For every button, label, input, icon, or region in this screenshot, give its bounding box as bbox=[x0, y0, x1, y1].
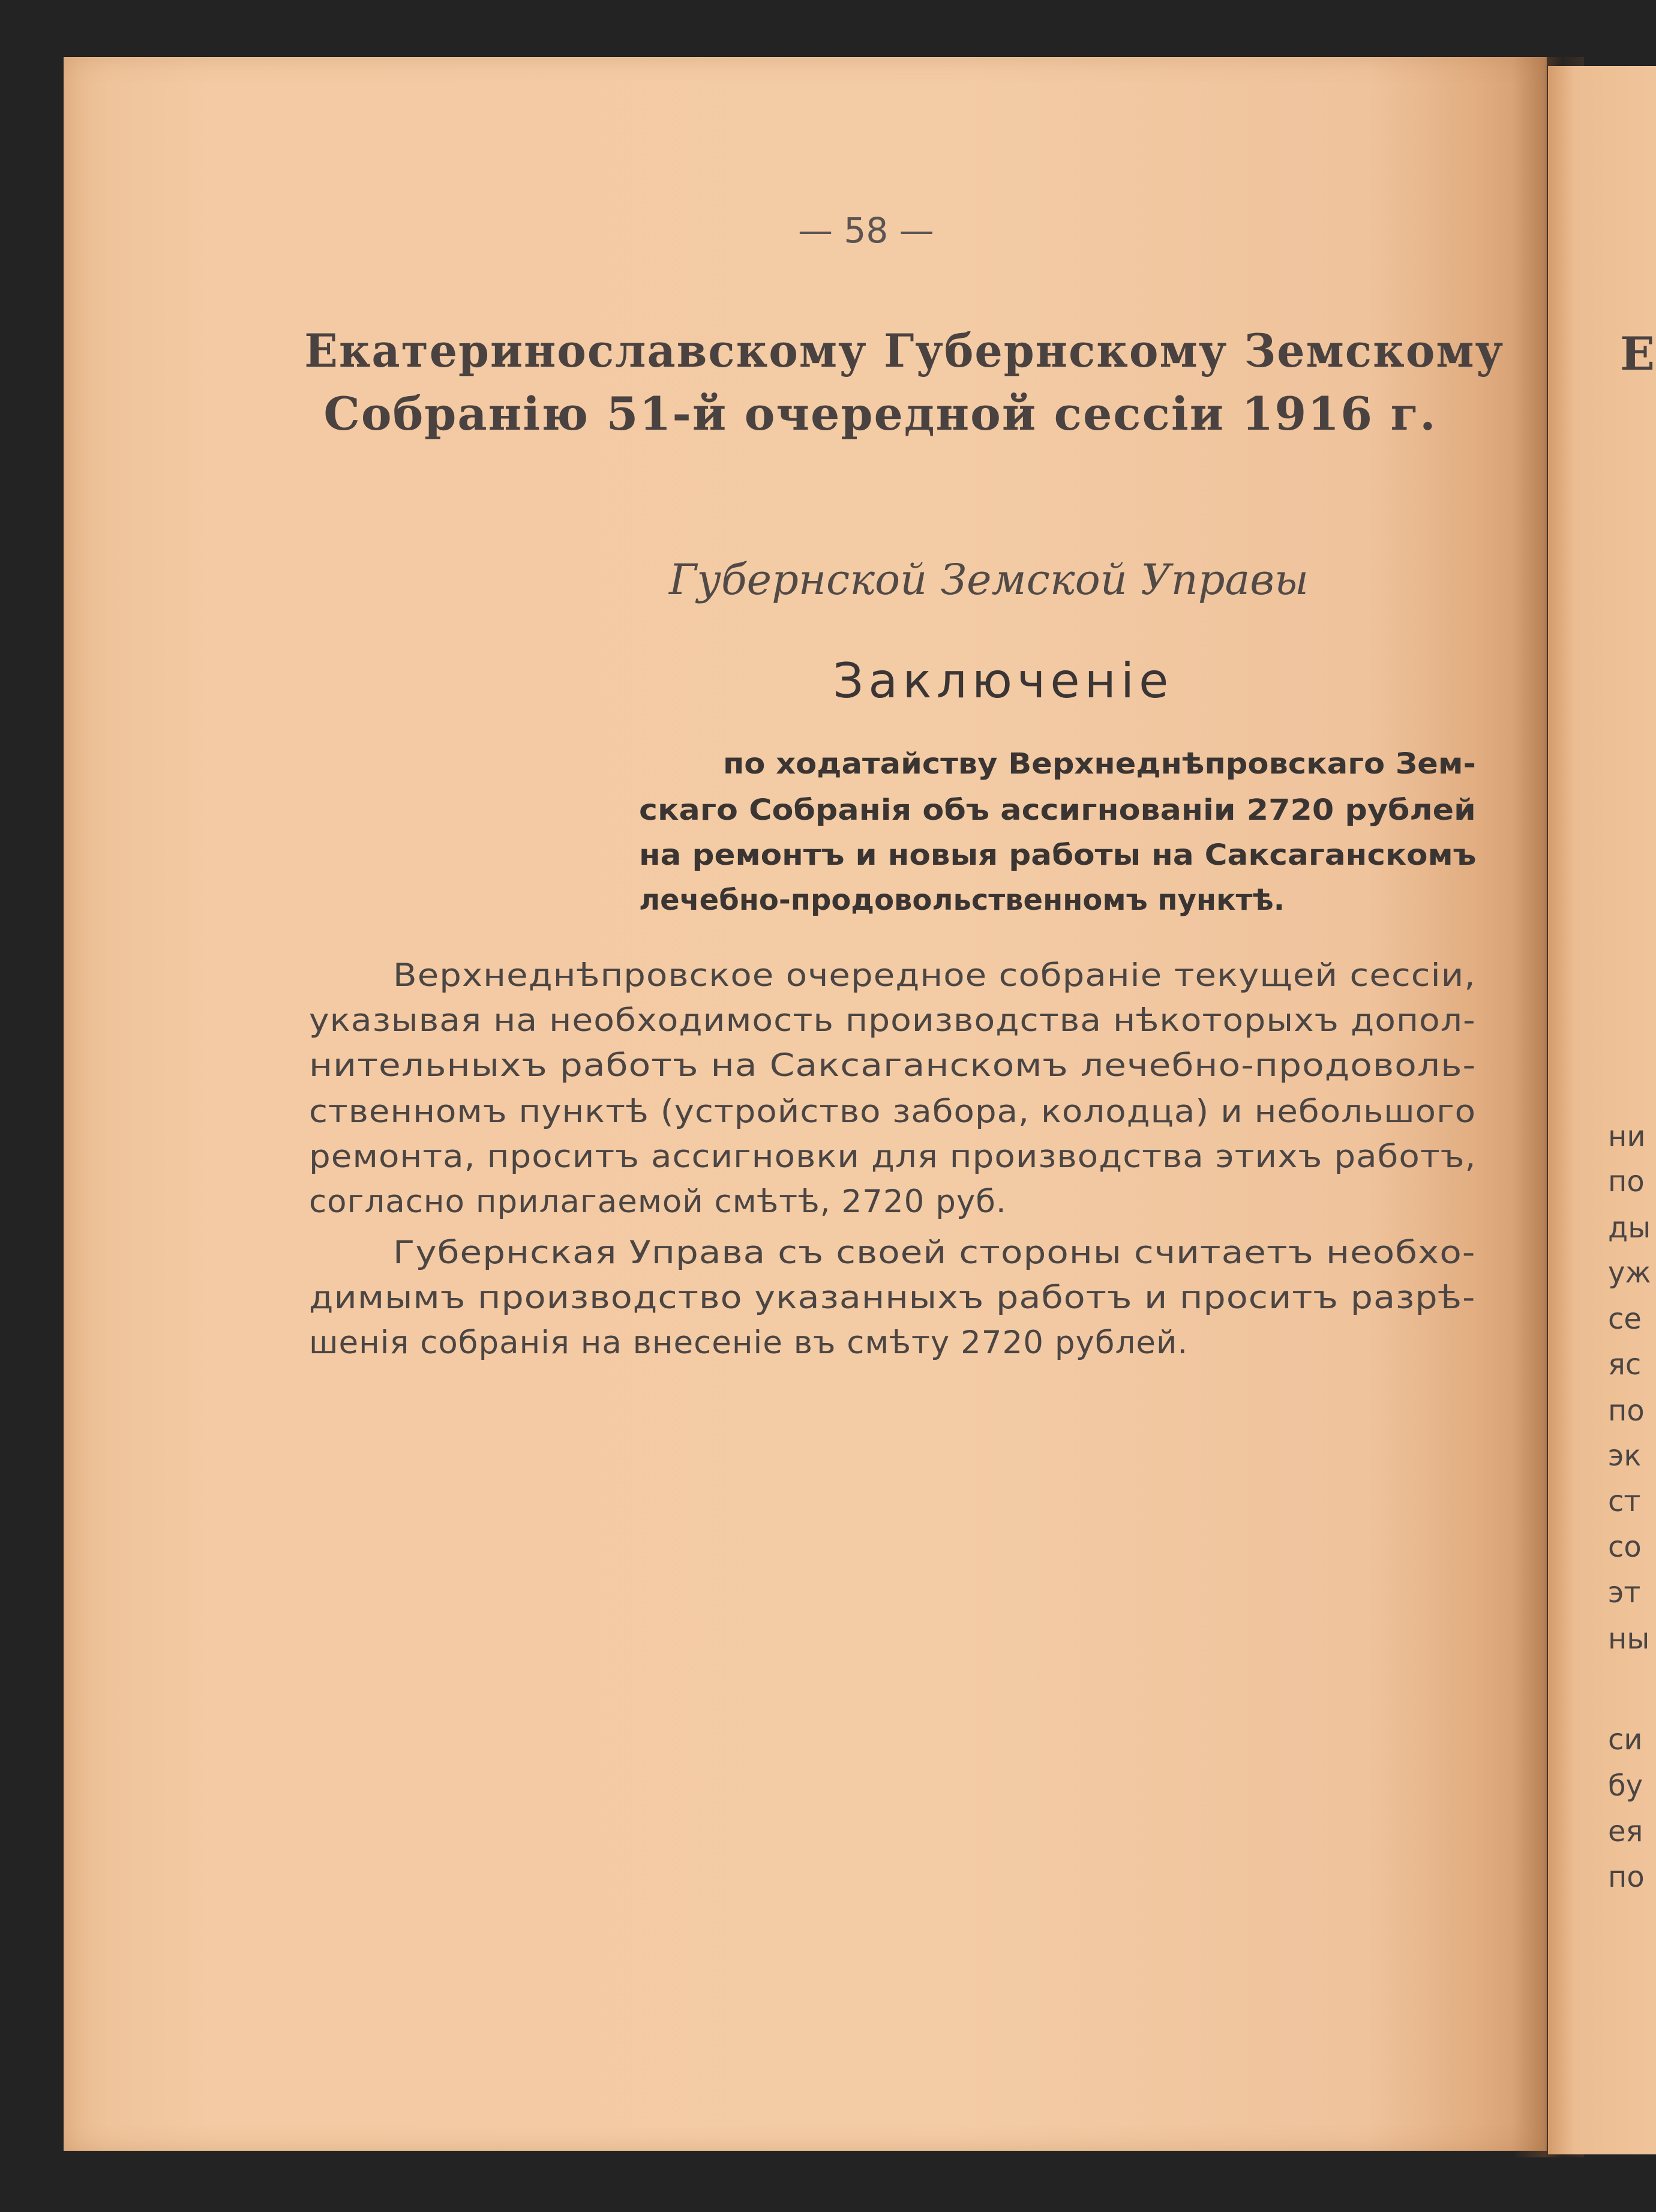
next-page-line-fragment: уж bbox=[1608, 1256, 1651, 1290]
subject-line: лечебно-продовольственномъ пунктѣ. bbox=[639, 883, 1285, 917]
subject-line: по ходатайству Верхнеднѣпровскаго Зем- bbox=[723, 747, 1476, 781]
subject-line: скаго Собранія объ ассигнованіи 2720 рублей bbox=[639, 793, 1476, 827]
paragraph-line: нительныхъ работъ на Саксаганскомъ лечебно-продоволь- bbox=[309, 1047, 1477, 1084]
next-page-line-fragment: ды bbox=[1608, 1211, 1651, 1245]
next-page-line-fragment: эк bbox=[1608, 1439, 1642, 1473]
next-page-line-fragment: по bbox=[1608, 1394, 1645, 1428]
next-page-line-fragment: по bbox=[1608, 1860, 1645, 1894]
next-page-line-fragment: се bbox=[1608, 1302, 1642, 1336]
next-page-line-fragment: со bbox=[1608, 1530, 1642, 1564]
next-page-line-fragment: ст bbox=[1608, 1485, 1641, 1518]
next-page-line-fragment: ны bbox=[1608, 1622, 1650, 1656]
title-line: Екатеринославскому Губернскому Земскому bbox=[304, 324, 1505, 377]
next-page-line-fragment: си bbox=[1608, 1723, 1643, 1757]
paragraph-line: Верхнеднѣпровское очередное собраніе текущей сессіи, bbox=[393, 957, 1476, 994]
paragraph-line: димымъ производство указанныхъ работъ и проситъ разрѣ- bbox=[309, 1279, 1476, 1316]
paragraph-line: ственномъ пунктѣ (устройство забора, колодца) и небольшого bbox=[309, 1093, 1477, 1130]
next-page-line-fragment: по bbox=[1608, 1165, 1645, 1198]
paragraph-line: шенія собранія на внесеніе въ смѣту 2720 рублей. bbox=[309, 1324, 1189, 1361]
next-page-title-fragment: Е bbox=[1620, 327, 1655, 380]
organization-heading: Губернской Земской Управы bbox=[669, 555, 1309, 604]
document-heading: Заключеніе bbox=[833, 653, 1174, 709]
title-line: Собранію 51-й очередной сессіи 1916 г. bbox=[323, 387, 1437, 440]
subject-line: на ремонтъ и новыя работы на Саксаганскомъ bbox=[639, 838, 1477, 872]
next-page-line-fragment: бу bbox=[1608, 1769, 1643, 1803]
next-page-line-fragment: эт bbox=[1608, 1576, 1641, 1609]
next-page-line-fragment: яс bbox=[1608, 1348, 1642, 1381]
paragraph-line: ремонта, проситъ ассигновки для производства этихъ работъ, bbox=[309, 1138, 1477, 1175]
paragraph-line: указывая на необходимость производства нѣкоторыхъ допол- bbox=[309, 1002, 1476, 1039]
next-page-line-fragment: ея bbox=[1608, 1815, 1643, 1848]
next-page-line-fragment: ни bbox=[1608, 1120, 1646, 1153]
paragraph-line: Губернская Управа съ своей стороны считаетъ необхо- bbox=[393, 1234, 1476, 1271]
paragraph-line: согласно прилагаемой смѣтѣ, 2720 руб. bbox=[309, 1183, 1007, 1220]
page-number: — 58 — bbox=[798, 210, 934, 251]
